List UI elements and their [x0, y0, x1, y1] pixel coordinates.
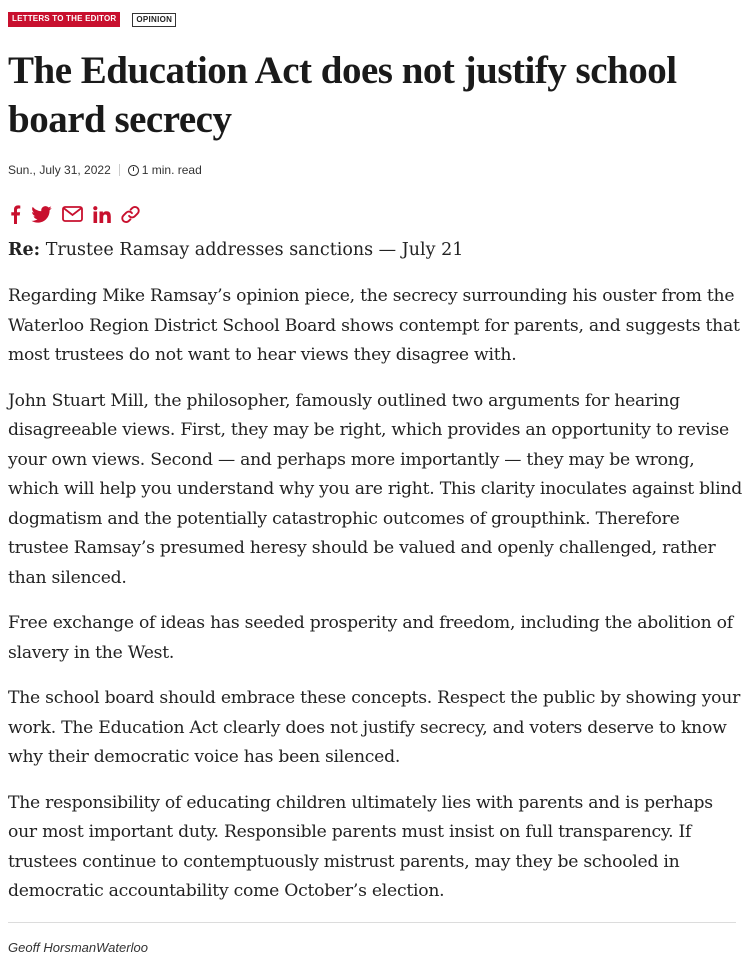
link-icon[interactable] [121, 203, 140, 225]
read-time: 1 min. read [141, 163, 202, 177]
paragraph: Regarding Mike Ramsay’s opinion piece, the secrecy surrounding his ouster from the Waterloo Region District School Board shows contempt for parents, and suggests that most trustees do not want to hear views they disagree with. [8, 286, 740, 365]
headline: The Education Act does not justify school board secrecy [8, 49, 677, 141]
email-icon[interactable] [62, 203, 83, 225]
meta-divider [119, 164, 120, 176]
section-tag[interactable]: LETTERS TO THE EDITOR [8, 12, 120, 27]
facebook-icon[interactable] [10, 203, 21, 225]
paragraph: The school board should embrace these concepts. Respect the public by showing your work. The Education Act clearly does not justify secrecy, and voters deserve to know why their democratic voice has been silenced. [8, 688, 741, 767]
tag-row [8, 12, 176, 27]
share-bar [10, 203, 140, 225]
byline: Geoff HorsmanWaterloo [8, 940, 148, 955]
article-meta [8, 163, 202, 177]
paragraph: The responsibility of educating children ultimately lies with parents and is perhaps our most important duty. Responsible parents must insist on full transparency. If trustees continue to contemptuously mistrust parents, may they be schooled in democratic accountability come October’s election. [8, 792, 713, 901]
divider [8, 922, 736, 923]
twitter-icon[interactable] [31, 203, 52, 225]
paragraph: Free exchange of ideas has seeded prosperity and freedom, including the abolition of slavery in the West. [8, 613, 733, 663]
opinion-tag: OPINION [132, 13, 176, 27]
re-text: Trustee Ramsay addresses sanctions — July 21 [45, 240, 464, 260]
re-line [8, 236, 463, 264]
linkedin-icon[interactable] [93, 203, 111, 225]
article-body [8, 282, 743, 923]
publish-date: Sun., July 31, 2022 [8, 163, 111, 177]
paragraph: John Stuart Mill, the philosopher, famously outlined two arguments for hearing disagreeable views. First, they may be right, which provides an opportunity to revise your own views. Second — and perhaps more importantly — they may be wrong, which will help you understand why you are right. This clarity inoculates against blind dogmatism and the potentially catastrophic outcomes of groupthink. Therefore trustee Ramsay’s presumed heresy should be valued and openly challenged, rather than silenced. [8, 390, 742, 588]
re-prefix: Re: [8, 240, 41, 260]
clock-icon [128, 165, 139, 176]
